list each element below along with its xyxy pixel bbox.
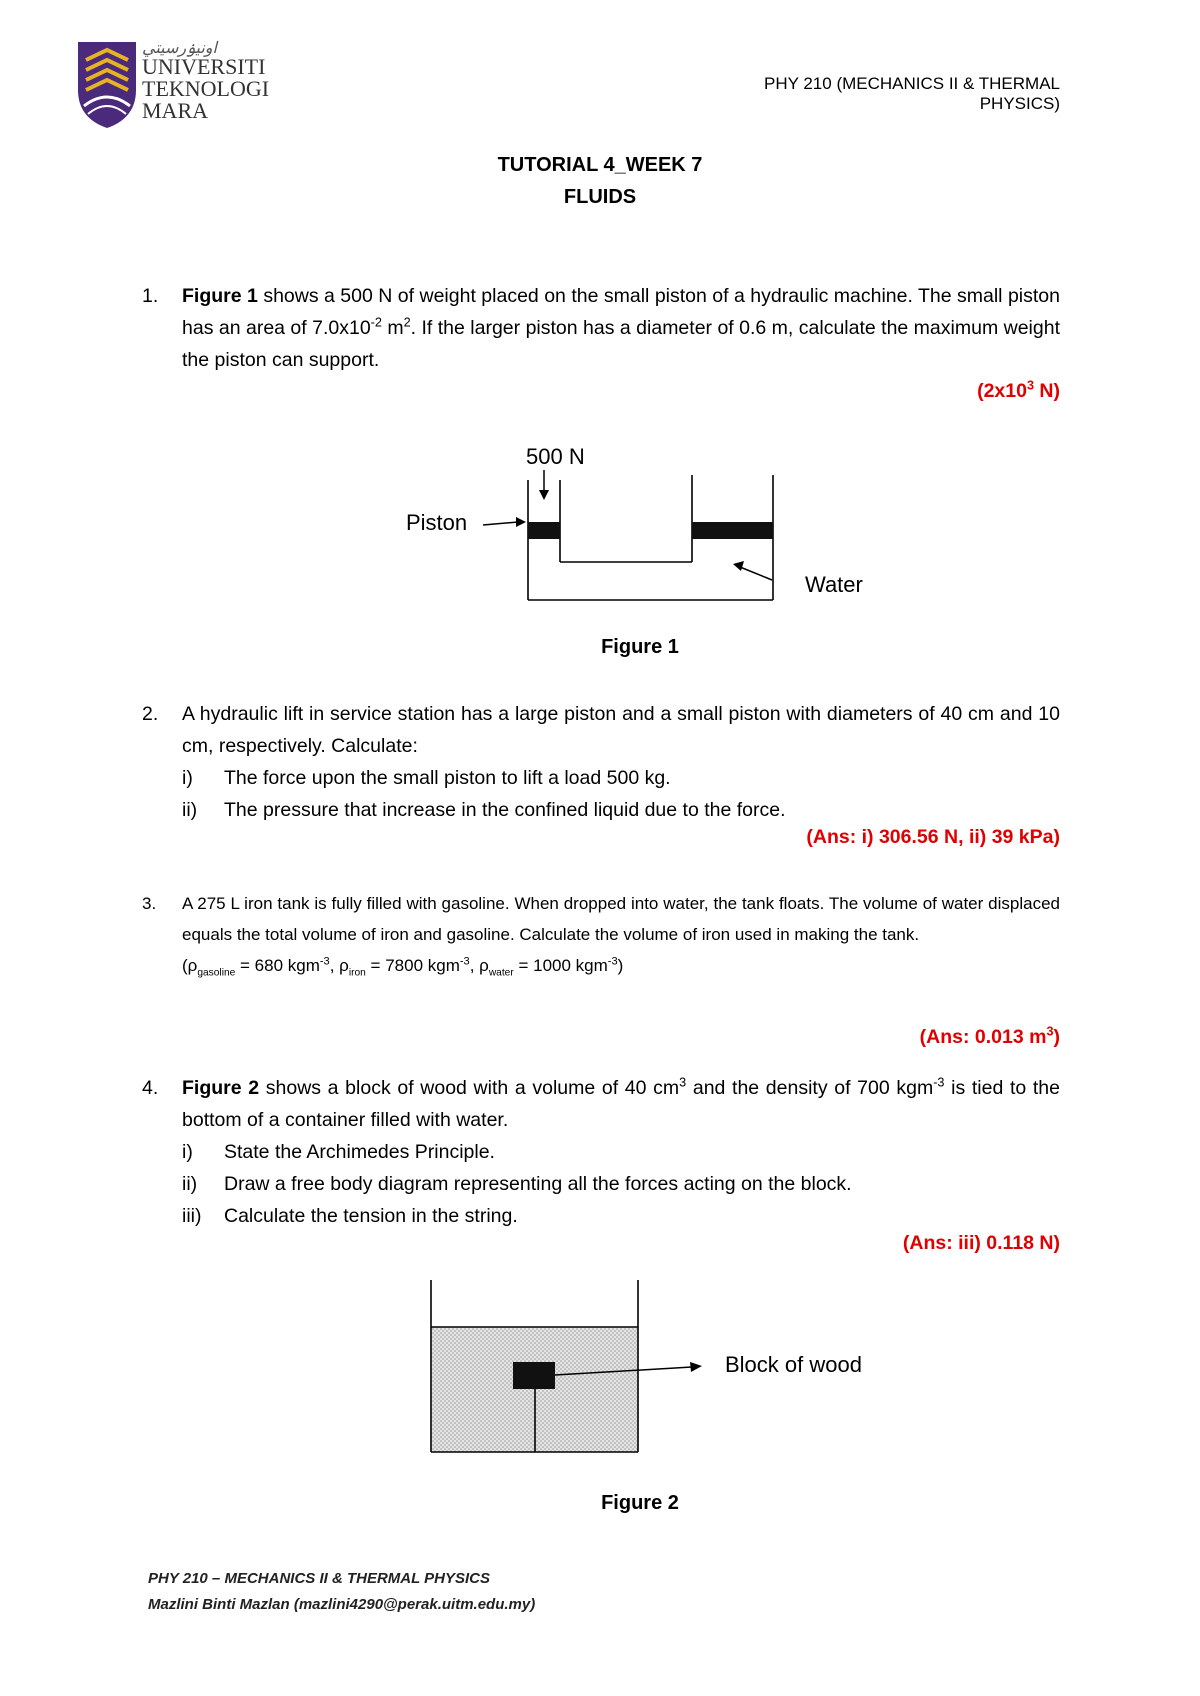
q4-text-part: shows a block of wood with a volume of 40 cm bbox=[259, 1077, 680, 1099]
rho-symbol: ρ bbox=[479, 956, 489, 975]
question-4 bbox=[142, 1072, 1060, 1232]
density-value: = 7800 kgm bbox=[365, 956, 460, 975]
answer-exponent: 3 bbox=[1026, 378, 1034, 393]
question-2-answer: (Ans: i) 306.56 N, ii) 39 kPa) bbox=[806, 826, 1060, 848]
item-text: The pressure that increase in the confined liquid due to the force. bbox=[224, 799, 786, 821]
answer-exponent: 3 bbox=[1046, 1024, 1054, 1039]
large-piston bbox=[692, 522, 773, 539]
question-number: 4. bbox=[142, 1077, 159, 1099]
question-2-text: A hydraulic lift in service station has a large piston and a small piston with diameters of 40 cm and 10 cm, respectively. Calculate: bbox=[182, 703, 1060, 757]
figure-1-caption: Figure 1 bbox=[601, 636, 679, 658]
footer-course: PHY 210 – MECHANICS II & THERMAL PHYSICS bbox=[148, 1570, 491, 1587]
question-2 bbox=[142, 698, 1060, 826]
question-2-item bbox=[182, 762, 1060, 794]
footer-author: Mazlini Binti Mazlan (mazlini4290@perak.uitm.edu.my) bbox=[148, 1596, 536, 1613]
q4-text-part: and the density of 700 kgm bbox=[686, 1077, 934, 1099]
q4-exponent: -3 bbox=[933, 1075, 945, 1090]
figure-reference: Figure 2 bbox=[182, 1077, 260, 1099]
item-text: Draw a free body diagram representing all the forces acting on the block. bbox=[224, 1173, 852, 1195]
logo-jawi-text: اونيۏرسيتي bbox=[142, 40, 217, 57]
question-4-text bbox=[182, 1072, 1060, 1136]
figure-1-piston-label: Piston bbox=[406, 510, 468, 535]
question-4-item bbox=[182, 1136, 1060, 1168]
item-number: i) bbox=[182, 1141, 193, 1163]
answer-text: (2x10 bbox=[977, 380, 1027, 402]
q1-text-part: . If the larger piston has a diameter of 0.6 m, calculate the maximum weight the piston can support. bbox=[182, 317, 1060, 371]
question-number: 2. bbox=[142, 703, 159, 725]
block-arrow-icon bbox=[690, 1362, 702, 1372]
piston-arrow-icon bbox=[516, 517, 526, 527]
water-arrow-icon bbox=[733, 561, 744, 571]
answer-text: (Ans: 0.013 m bbox=[919, 1026, 1047, 1048]
answer-text: N) bbox=[1034, 380, 1060, 402]
density-value: = 1000 kgm bbox=[513, 956, 608, 975]
exponent: -3 bbox=[319, 955, 330, 968]
q4-exponent: 3 bbox=[679, 1075, 687, 1090]
item-text: Calculate the tension in the string. bbox=[224, 1205, 518, 1227]
tutorial-subtitle: FLUIDS bbox=[563, 186, 637, 208]
subscript: water bbox=[488, 967, 514, 979]
q1-exponent: -2 bbox=[370, 315, 382, 330]
question-3-answer bbox=[920, 1026, 1060, 1049]
item-number: ii) bbox=[182, 1173, 198, 1195]
figure-1-water-label: Water bbox=[805, 572, 863, 597]
logo-line-2: TEKNOLOGI bbox=[142, 76, 270, 101]
question-4-item bbox=[182, 1168, 1060, 1200]
figure-2-block-label: Block of wood bbox=[725, 1352, 862, 1377]
figure-2-container-diagram bbox=[420, 1280, 900, 1460]
item-number: i) bbox=[182, 767, 193, 789]
question-3-text: A 275 L iron tank is fully filled with gasoline. When dropped into water, the tank floats. The volume of water displaced equals the total volume of iron and gasoline. Calculate the volume of iron used in making the tank. bbox=[182, 894, 1060, 944]
figure-1-force-label: 500 N bbox=[526, 444, 585, 469]
university-logo bbox=[74, 38, 294, 130]
item-number: iii) bbox=[182, 1205, 202, 1227]
question-1 bbox=[142, 280, 1060, 376]
question-3 bbox=[142, 888, 1060, 981]
density-value: = 680 kgm bbox=[235, 956, 320, 975]
figure-2-caption: Figure 2 bbox=[601, 1492, 679, 1514]
q1-exponent: 2 bbox=[403, 315, 411, 330]
subscript: gasoline bbox=[197, 967, 236, 979]
density-values: ($\rho_{gasoline} = 680$ kgm$^{-3}$, $\rho_{iron} = 7800$ kgm$^{-3}$, $\rho_{water} = 1000$ kgm$^{-3}$) bbox=[182, 955, 624, 979]
q1-text-part: m bbox=[381, 317, 404, 339]
rho-symbol: ρ bbox=[187, 956, 198, 975]
small-piston bbox=[528, 522, 560, 539]
question-number: 1. bbox=[142, 285, 159, 307]
block-of-wood bbox=[513, 1362, 555, 1389]
question-4-item bbox=[182, 1200, 1060, 1232]
logo-line-1: UNIVERSITI bbox=[142, 54, 266, 79]
answer-text: ) bbox=[1053, 1026, 1060, 1048]
figure-1-hydraulic-diagram bbox=[390, 430, 890, 610]
question-number: 3. bbox=[142, 894, 157, 913]
item-number: ii) bbox=[182, 799, 198, 821]
question-4-answer: (Ans: iii) 0.118 N) bbox=[902, 1232, 1060, 1254]
q4-text-part: is tied to the bottom of a container filled with water. bbox=[182, 1077, 1060, 1131]
question-2-item bbox=[182, 794, 1060, 826]
q1-text-part: shows a 500 N of weight placed on the small piston of a hydraulic machine. The small piston has an area of 7.0x10 bbox=[182, 285, 1060, 339]
header-course-title: PHY 210 (MECHANICS II & THERMAL PHYSICS) bbox=[763, 74, 1060, 113]
tutorial-title: TUTORIAL 4_WEEK 7 bbox=[497, 154, 703, 176]
logo-line-3: MARA bbox=[142, 98, 209, 123]
item-text: The force upon the small piston to lift a load 500 kg. bbox=[224, 767, 671, 789]
figure-reference: Figure 1 bbox=[182, 285, 258, 307]
exponent: -3 bbox=[459, 955, 470, 968]
subscript: iron bbox=[348, 967, 366, 979]
exponent: -3 bbox=[607, 955, 618, 968]
item-text: State the Archimedes Principle. bbox=[224, 1141, 495, 1163]
rho-symbol: ρ bbox=[339, 956, 349, 975]
question-1-text bbox=[182, 280, 1060, 376]
question-1-answer bbox=[977, 380, 1060, 403]
force-arrow-icon bbox=[539, 490, 549, 500]
